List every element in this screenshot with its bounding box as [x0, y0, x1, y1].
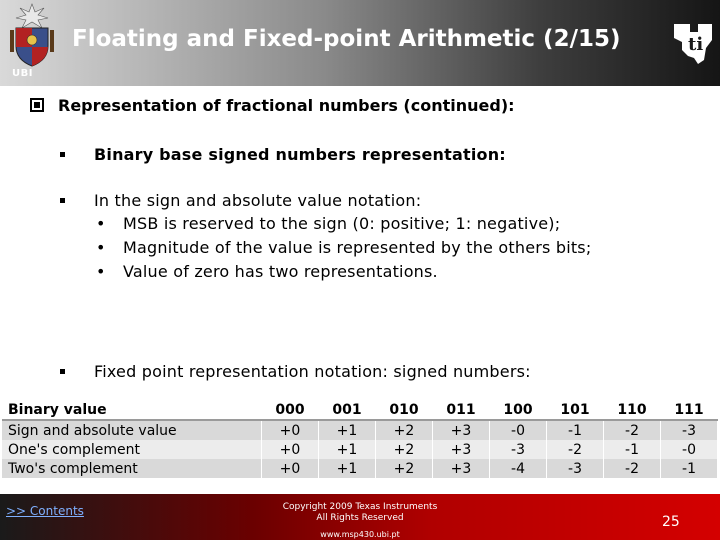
row-label: Sign and absolute value: [2, 420, 262, 440]
sub-item-magnitude: Magnitude of the value is represented by the others bits;: [123, 238, 592, 257]
table-row: [2, 420, 718, 440]
sub-bullet-dot: •: [96, 238, 106, 257]
table-row: [2, 459, 718, 478]
table-cell: -2: [547, 440, 604, 459]
copyright-notice: [270, 502, 450, 524]
table-column-header: 111: [661, 400, 718, 420]
table-cell: +2: [376, 440, 433, 459]
table-cell: +3: [433, 440, 490, 459]
table-cell: +2: [376, 459, 433, 478]
table-column-header: 000: [262, 400, 319, 420]
sub-item-zero: Value of zero has two representations.: [123, 262, 438, 281]
sub-bullet-dot: •: [96, 262, 106, 281]
table-cell: +1: [319, 459, 376, 478]
table-cell: +0: [262, 459, 319, 478]
table-cell: +2: [376, 420, 433, 440]
table-cell: +3: [433, 459, 490, 478]
slide-header: [0, 0, 720, 86]
table-header-label: Binary value: [2, 400, 262, 420]
table-column-header: 100: [490, 400, 547, 420]
copyright-line: Copyright 2009 Texas Instruments: [282, 502, 438, 512]
contents-link[interactable]: >> Contents: [6, 504, 84, 518]
table-column-header: 110: [604, 400, 661, 420]
website-url: www.msp430.ubi.pt: [320, 530, 400, 539]
university-crest-icon: [4, 2, 60, 68]
sub-item-msb: MSB is reserved to the sign (0: positive; 1: negative);: [123, 214, 561, 233]
table-header-row: [2, 400, 718, 420]
table-cell: +3: [433, 420, 490, 440]
table-cell: -3: [490, 440, 547, 459]
slide-title: Floating and Fixed-point Arithmetic (2/15): [72, 26, 621, 52]
table-cell: +0: [262, 420, 319, 440]
copyright-line: All Rights Reserved: [316, 513, 404, 523]
square-bullet-icon: [60, 369, 65, 374]
table-cell: -3: [547, 459, 604, 478]
signed-numbers-table: [2, 400, 718, 478]
table-column-header: 010: [376, 400, 433, 420]
table-cell: -2: [604, 459, 661, 478]
svg-text:ti: ti: [688, 34, 704, 55]
page-number: 25: [662, 514, 680, 530]
bullet-fixed-point: Fixed point representation notation: signed numbers:: [94, 362, 531, 381]
square-bullet-icon: [60, 198, 65, 203]
table-cell: -1: [547, 420, 604, 440]
table-cell: -1: [604, 440, 661, 459]
table-cell: -4: [490, 459, 547, 478]
bullet-sign-absolute-intro: In the sign and absolute value notation:: [94, 191, 422, 210]
table-cell: -0: [490, 420, 547, 440]
table-cell: -0: [661, 440, 718, 459]
table-row: [2, 440, 718, 459]
table-cell: +1: [319, 440, 376, 459]
square-bullet-icon: [60, 152, 65, 157]
ubi-label: UBI: [12, 68, 33, 79]
table-column-header: 011: [433, 400, 490, 420]
table-cell: -3: [661, 420, 718, 440]
table-cell: -2: [604, 420, 661, 440]
sub-bullet-dot: •: [96, 214, 106, 233]
table-cell: -1: [661, 459, 718, 478]
checkbox-bullet-icon: [30, 98, 44, 112]
row-label: One's complement: [2, 440, 262, 459]
section-heading: Representation of fractional numbers (continued):: [58, 96, 515, 115]
table-column-header: 101: [547, 400, 604, 420]
row-label: Two's complement: [2, 459, 262, 478]
slide-footer: [0, 494, 720, 540]
table-cell: +0: [262, 440, 319, 459]
table-column-header: 001: [319, 400, 376, 420]
bullet-binary-signed: Binary base signed numbers representation:: [94, 145, 506, 164]
table-cell: +1: [319, 420, 376, 440]
texas-instruments-logo-icon: [668, 20, 716, 66]
